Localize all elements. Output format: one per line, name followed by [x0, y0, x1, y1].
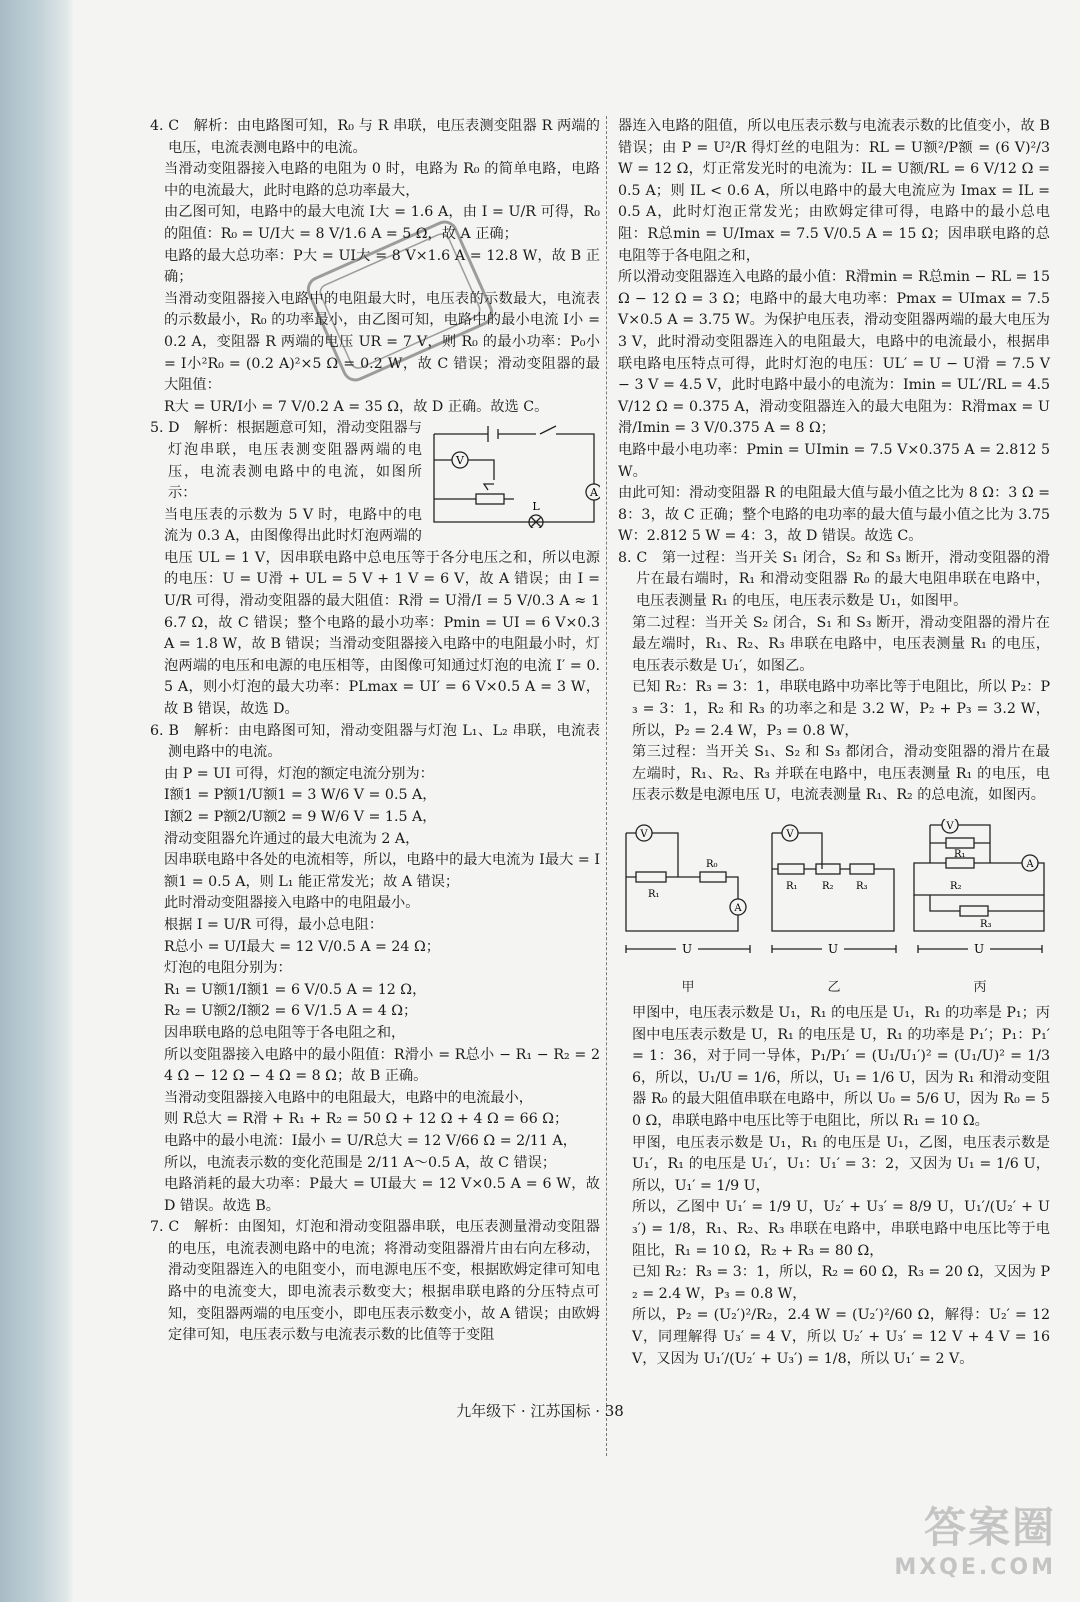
q4-line-2: 当滑动变阻器接入电路的电阻为 0 时，电路为 R₀ 的简单电路，电路中的电流最大，此时电路的总功率最大，	[164, 161, 600, 199]
q4-line-5: 当滑动变阻器接入电路中的电阻最大时，电压表的示数最大，电流表的示数最小，R₀ 的功率最小，由乙图可知，电路中的最小电流 I小 = 0.2 A，变阻器 R 两端的电压 UR = 7 V，则 R₀ 的最小功率：P₀小 = I小²R₀ = (0.2 A)²×5 Ω = 0.2 W，故 C 错误；滑动变阻器的最大阻值：	[164, 290, 600, 394]
q5-line-1: 5. D 解析：根据题意可知，滑动变阻器与灯泡串联，电压表测变阻器两端的电压，电流表测电路中的电流，如图所示：	[150, 420, 422, 502]
jia-voltmeter: V	[640, 829, 648, 840]
q6-line-15: 当滑动变阻器接入电路中的电阻最大，电路中的电流最小，	[164, 1089, 533, 1106]
q6-line-18: 所以，电流表示数的变化范围是 2/11 A～0.5 A，故 C 错误；	[164, 1154, 557, 1171]
q6-line-4: I额2 = P额2/U额2 = 9 W/6 V = 1.5 A，	[164, 809, 437, 825]
q8-line-8: 已知 R₂：R₃ = 3：1，所以，R₂ = 60 Ω，R₃ = 20 Ω，又因为 P₂ = 2.4 W，P₃ = 0.8 W，	[632, 1264, 1050, 1302]
q6-line-6: 因串联电路中各处的电流相等，所以，电路中的最大电流为 I最大 = I额1 = 0.5 A，则 L₁ 能正常发光；故 A 错误；	[164, 852, 600, 890]
q6-line-2: 由 P = UI 可得，灯泡的额定电流分别为：	[164, 765, 434, 782]
q4-line-6: R大 = UR/I小 = 7 V/0.2 A = 35 Ω，故 D 正确。故选 C。	[164, 398, 549, 415]
q7-cont-line-2: 所以滑动变阻器连入电路的最小值：R滑min = R总min − RL = 15 Ω − 12 Ω = 3 Ω；电路中的最大电功率：Pmax = UImax = 7.5 V×0.5 A = 3.75 W。为保护电压表，滑动变阻器两端的最大电压为 3 V，此时滑动变阻器连入的电阻最大，电路中的电流最小，根据串联电路电压特点可得，此时灯泡的电压：UL′ = U − U滑 = 7.5 V − 3 V = 4.5 V，此时电路中最小的电流为：Imin = UL′/RL = 4.5 V/12 Ω = 0.375 A，滑动变阻器连入的最大电阻为：R滑max = U滑/Imin = 3 V/0.375 A = 8 Ω；	[618, 269, 1050, 437]
q6-line-10: 灯泡的电阻分别为：	[164, 960, 292, 977]
bing-r1: R₁	[954, 849, 966, 860]
yi-voltmeter: V	[786, 829, 794, 840]
q8-line-4: 第三过程：当开关 S₁、S₂ 和 S₃ 都闭合，滑动变阻器的滑片在最左端时，R₁、R₂、R₃ 并联在电路中，电压表测量 R₁ 的电压，电压表示数是电源电压 U，电流表测量 R₁、R₂ 的总电流，如图丙。	[632, 744, 1050, 804]
figure-bing	[910, 819, 1050, 999]
q6-line-1: 6. B 解析：由电路图可知，滑动变阻器与灯泡 L₁、L₂ 串联，电流表测电路中的电流。	[150, 722, 600, 761]
q8-line-2: 第二过程：当开关 S₂ 闭合，S₁ 和 S₃ 断开，滑动变阻器的滑片在最左端时，R₁、R₂、R₃ 串联在电路中，电压表测量 R₁ 的电压，电压表示数是 U₁′，如图乙。	[632, 614, 1050, 674]
yi-r1: R₁	[786, 881, 798, 892]
q7-cont-line-1: 器连入电路的阻值，所以电压表示数与电流表示数的比值变小，故 B 错误；由 P = U²/R 得灯丝的电阻为：RL = U额²/P额 = (6 V)²/3 W = 12 Ω，灯正常发光时的电流为：IL = U额/RL = 6 V/12 Ω = 0.5 A；则 IL < 0.6 A，所以电路中的最大电流应为 Imax = IL = 0.5 A，此时灯泡正常发光；由欧姆定律可得，电路中的最小总电阻：R总min = U/Imax = 7.5 V/0.5 A = 15 Ω；因串联电路的总电阻等于各电阻之和，	[618, 118, 1050, 264]
watermark-line-1: 答案圈	[923, 1503, 1056, 1552]
q7-cont-line-3: 电路中最小电功率：Pmin = UImin = 7.5 V×0.375 A = 2.812 5 W。	[618, 441, 1050, 480]
q8-line-1: 8. C 第一过程：当开关 S₁ 闭合，S₂ 和 S₃ 断开，滑动变阻器的滑片在最右端时，R₁ 和滑动变阻器 R₀ 的最大电阻串联在电路中，电压表测量 R₁ 的电压，电压表示数是 U₁，如图甲。	[618, 549, 1050, 610]
figure-jia-caption: 甲	[681, 979, 695, 995]
q6-line-16: 则 R总大 = R滑 + R₁ + R₂ = 50 Ω + 12 Ω + 4 Ω = 66 Ω；	[164, 1111, 569, 1128]
yi-r3: R₃	[856, 881, 868, 892]
figure-bing-caption: 丙	[973, 979, 987, 995]
q6-line-17: 电路中的最小电流：I最小 = U/R总大 = 12 V/66 Ω = 2/11 A，	[164, 1132, 577, 1149]
q8-line-6: 甲图，电压表示数是 U₁，R₁ 的电压是 U₁，乙图，电压表示数是 U₁′，R₁ 的电压是 U₁′，U₁：U₁′ = 3：2，又因为 U₁ = 1/6 U，所以，U₁′ = 1/9 U，	[632, 1134, 1050, 1194]
q7-line-1: 7. C 解析：由图知，灯泡和滑动变阻器串联，电压表测量滑动变阻器的电压，电流表测电路中的电流；将滑动变阻器滑片由右向左移动，滑动变阻器连入的电阻变小，而电源电压不变，根据欧姆定律可知电路中的电流变大，即电流表示数变大；根据串联电路的分压特点可知，变阻器两端的电压变小，即电压表示数变小，故 A 错误；由欧姆定律可知，电压表示数与电流表示数的比值等于变阻	[150, 1219, 600, 1344]
q8-line-7: 所以，乙图中 U₁′ = 1/9 U，U₂′ + U₃′ = 8/9 U，U₁′/(U₂′ + U₃′) = 1/8，R₁、R₂、R₃ 串联在电路中，串联电路中电压比等于电阻比，R₁ = 10 Ω，R₂ + R₃ = 80 Ω，	[632, 1199, 1050, 1259]
q5-line-2: 当电压表的示数为 5 V 时，电路中的电流为 0.3 A，由图像得出此时灯泡两端的电压 UL = 1 V，因串联电路中总电压等于各分电压之和，所以电源的电压：U = U滑 + UL = 5 V + 1 V = 6 V，故 A 错误；由 I = U/R 可得，滑动变阻器的最大阻值：R滑 = U滑/I = 5 V/0.3 A ≈ 16.7 Ω，故 C 错误；整个电路的最小功率：Pmin = UI = 6 V×0.3 A = 1.8 W，故 B 错误；当滑动变阻器接入电路中的电阻最小时，灯泡两端的电压和电源的电压相等，由图像可知通过灯泡的电流 I′ = 0.5 A，则小灯泡的最大功率：PLmax = UI′ = 6 V×0.5 A = 3 W，故 B 错误，故选 D。	[164, 506, 600, 718]
q6-line-7: 此时滑动变阻器接入电路中的电阻最小。	[164, 895, 420, 912]
q6-line-19: 电路消耗的最大功率：P最大 = UI最大 = 12 V×0.5 A = 6 W，故 D 错误。故选 B。	[164, 1176, 600, 1214]
q6-line-11: R₁ = U额1/I额1 = 6 V/0.5 A = 12 Ω，	[164, 981, 427, 998]
jia-r0: R₀	[706, 859, 718, 870]
yi-u: U	[827, 942, 839, 956]
q8-line-5: 甲图中，电压表示数是 U₁，R₁ 的电压是 U₁，R₁ 的功率是 P₁；丙图中电压表示数是 U，R₁ 的电压是 U，R₁ 的功率是 P₁′；P₁：P₁′ = 1：36，对于同一导体，P₁/P₁′ = (U₁/U₁′)² = (U₁/U)² = 1/36，所以，U₁/U = 1/6，所以，U₁ = 1/6 U，因为 R₁ 和滑动变阻器 R₀ 的最大阻值串联在电路中，所以 U₀ = 5/6 U，因为 R₀ = 50 Ω，串联电路中电压比等于电阻比，所以 R₁ = 10 Ω。	[632, 1005, 1050, 1129]
watermark-line-2: MXQE.COM	[894, 1555, 1056, 1580]
page-footer: 九年级下 · 江苏国标 · 38	[456, 1402, 624, 1420]
q8-line-3: 已知 R₂：R₃ = 3：1，串联电路中功率比等于电阻比，所以 P₂：P₃ = 3：1，R₂ 和 R₃ 的功率之和是 3.2 W，P₂ + P₃ = 3.2 W，所以，P₂ = 2.4 W，P₃ = 0.8 W，	[632, 679, 1050, 739]
bing-voltmeter: V	[946, 821, 954, 832]
binding-edge	[0, 0, 74, 1602]
jia-r1: R₁	[648, 889, 660, 900]
q6-line-3: I额1 = P额1/U额1 = 3 W/6 V = 0.5 A，	[164, 787, 437, 804]
right-column	[618, 116, 1050, 1370]
jia-ammeter: A	[734, 903, 742, 914]
bing-ammeter: A	[1026, 859, 1034, 870]
q4-line-3: 由乙图可知，电路中的最大电流 I大 = 1.6 A，由 I = U/R 可得，R₀ 的阻值：R₀ = U/I大 = 8 V/1.6 A = 5 Ω，故 A 正确；	[164, 204, 600, 242]
yi-r2: R₂	[822, 881, 834, 892]
q7-cont-line-4: 由此可知：滑动变阻器 R 的电阻最大值与最小值之比为 8 Ω：3 Ω = 8：3，故 C 正确；整个电路的电功率的最大值与最小值之比为 3.75 W：2.812 5 W = 4：3，故 D 错误。故选 C。	[618, 485, 1050, 545]
watermark	[894, 1495, 1056, 1580]
figure-yi	[764, 819, 904, 999]
left-column	[150, 116, 600, 1347]
q6-line-12: R₂ = U额2/I额2 = 6 V/1.5 A = 4 Ω；	[164, 1003, 418, 1020]
figure-jia	[618, 819, 758, 999]
q6-line-14: 所以变阻器接入电路中的最小阻值：R滑小 = R总小 − R₁ − R₂ = 24 Ω − 12 Ω − 4 Ω = 8 Ω；故 B 正确。	[164, 1046, 600, 1085]
q4-line-1: 4. C 解析：由电路图可知，R₀ 与 R 串联，电压表测变阻器 R 两端的电压，电流表测电路中的电流。	[150, 118, 600, 156]
q6-line-8: 根据 I = U/R 可得，最小总电阻：	[164, 916, 384, 933]
q6-line-9: R总小 = U/I最大 = 12 V/0.5 A = 24 Ω；	[164, 938, 440, 955]
bing-u: U	[973, 942, 985, 956]
q5-circuit-diagram	[428, 420, 600, 528]
column-divider	[606, 116, 607, 1456]
bing-r2: R₂	[950, 881, 962, 892]
q6-line-5: 滑动变阻器允许通过的最大电流为 2 A，	[164, 830, 420, 847]
q5-ammeter-label: A	[590, 486, 598, 500]
figure-yi-caption: 乙	[827, 979, 841, 995]
q4-line-4: 电路的最大总功率：P大 = UI大 = 8 V×1.6 A = 12.8 W，故 B 正确；	[164, 247, 600, 286]
q6-line-13: 因串联电路的总电阻等于各电阻之和，	[164, 1024, 406, 1041]
q5-lamp-label: L	[532, 500, 540, 514]
jia-u: U	[681, 942, 693, 956]
q5-voltmeter-label: V	[456, 454, 464, 468]
q8-line-9: 所以，P₂ = (U₂′)²/R₂，2.4 W = (U₂′)²/60 Ω，解得：U₂′ = 12 V，同理解得 U₃′ = 4 V，所以 U₂′ + U₃′ = 12 V + 4 V = 16 V，又因为 U₁′/(U₂′ + U₃′) = 1/8，所以 U₁′ = 2 V。	[632, 1307, 1050, 1367]
bing-r3: R₃	[980, 919, 992, 930]
q8-circuit-figures	[618, 819, 1050, 999]
